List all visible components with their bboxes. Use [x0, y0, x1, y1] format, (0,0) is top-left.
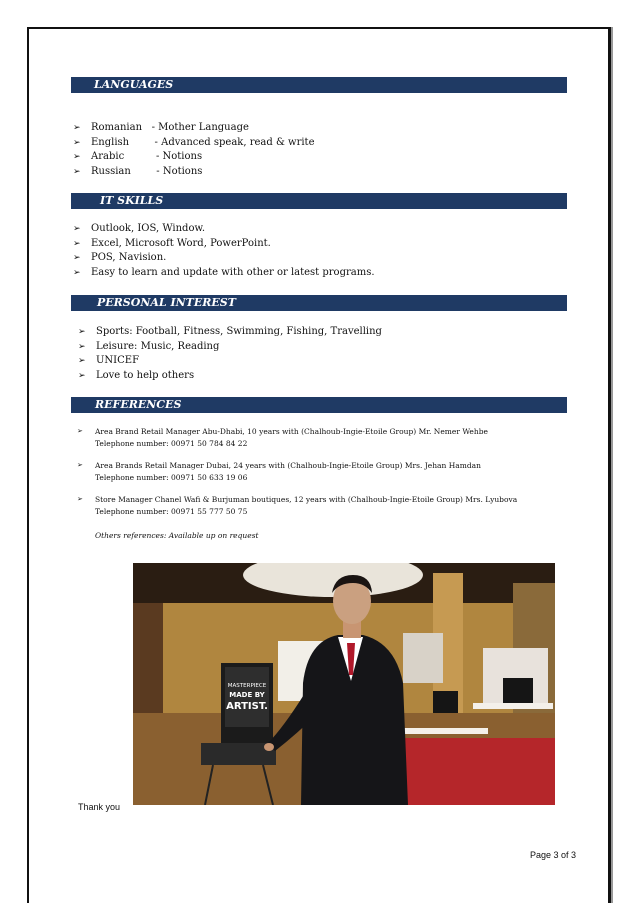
arrow-bullet-icon: ➢ [73, 166, 81, 177]
section-title: LANGUAGES [94, 78, 174, 91]
reference-item [77, 494, 565, 517]
arrow-bullet-icon: ➢ [73, 238, 81, 249]
profile-photo [133, 563, 555, 805]
section-title: IT SKILLS [100, 194, 164, 207]
page-number: Page 3 of 3 [530, 850, 577, 860]
languages-list [73, 121, 315, 179]
section-title: REFERENCES [95, 398, 182, 411]
reference-phone: Telephone number: 00971 50 633 19 06 [95, 472, 248, 482]
it-skills-list [73, 222, 375, 280]
svg-text:MADE BY: MADE BY [229, 691, 265, 699]
svg-text:ARTIST.: ARTIST. [226, 701, 268, 712]
list-item: ➢ Leisure: Music, Reading [96, 340, 382, 355]
arrow-bullet-icon: ➢ [78, 370, 86, 381]
arrow-bullet-icon: ➢ [73, 253, 81, 263]
arrow-bullet-icon: ➢ [73, 137, 81, 148]
references-list [77, 426, 565, 528]
arrow-bullet-icon: ➢ [78, 356, 86, 366]
arrow-bullet-icon: ➢ [77, 461, 83, 469]
section-header-personal-interest [71, 295, 567, 311]
reference-item [77, 426, 565, 449]
list-item: ➢ English - Advanced speak, read & write [91, 136, 315, 151]
personal-interest-list [78, 325, 382, 383]
list-item: ➢ Outlook, IOS, Window. [91, 222, 375, 237]
section-header-it-skills [71, 193, 567, 209]
section-header-references [71, 397, 567, 413]
reference-item [77, 460, 565, 483]
reference-description: Area Brands Retail Manager Dubai, 24 years with (Chalhoub-Ingie-Etoile Group) Mrs. Jehan Hamdan [95, 461, 481, 470]
other-references-note: Others references: Available up on request [95, 531, 259, 540]
arrow-bullet-icon: ➢ [73, 267, 81, 278]
arrow-bullet-icon: ➢ [73, 152, 81, 162]
arrow-bullet-icon: ➢ [77, 495, 83, 503]
reference-phone: Telephone number: 00971 50 784 84 22 [95, 438, 248, 448]
reference-description: Store Manager Chanel Wafi & Burjuman boutiques, 12 years with (Chalhoub-Ingie-Etoile Group) Mrs. Lyubova [95, 495, 518, 504]
photo-illustration [133, 563, 555, 805]
list-item: ➢ Excel, Microsoft Word, PowerPoint. [91, 237, 375, 252]
arrow-bullet-icon: ➢ [77, 427, 83, 435]
list-item: ➢ UNICEF [96, 354, 382, 369]
list-item: ➢ Sports: Football, Fitness, Swimming, Fishing, Travelling [96, 325, 382, 340]
poster-sign-text: MASTERPIECE [227, 683, 267, 689]
list-item: ➢ Love to help others [96, 369, 382, 384]
thank-you-text: Thank you [78, 802, 121, 812]
reference-description: Area Brand Retail Manager Abu-Dhabi, 10 years with (Chalhoub-Ingie-Etoile Group) Mr. Nemer Wehbe [95, 427, 488, 436]
arrow-bullet-icon: ➢ [78, 327, 86, 337]
list-item: ➢ Russian - Notions [91, 165, 315, 180]
list-item: ➢ POS, Navision. [91, 251, 375, 266]
section-header-languages [71, 77, 567, 93]
list-item: ➢ Romanian - Mother Language [91, 121, 315, 136]
reference-phone: Telephone number: 00971 55 777 50 75 [95, 506, 248, 516]
arrow-bullet-icon: ➢ [78, 341, 86, 352]
list-item: ➢ Arabic - Notions [91, 150, 315, 165]
list-item: ➢ Easy to learn and update with other or latest programs. [91, 266, 375, 281]
arrow-bullet-icon: ➢ [73, 123, 81, 133]
arrow-bullet-icon: ➢ [73, 224, 81, 234]
section-title: PERSONAL INTEREST [97, 296, 236, 309]
